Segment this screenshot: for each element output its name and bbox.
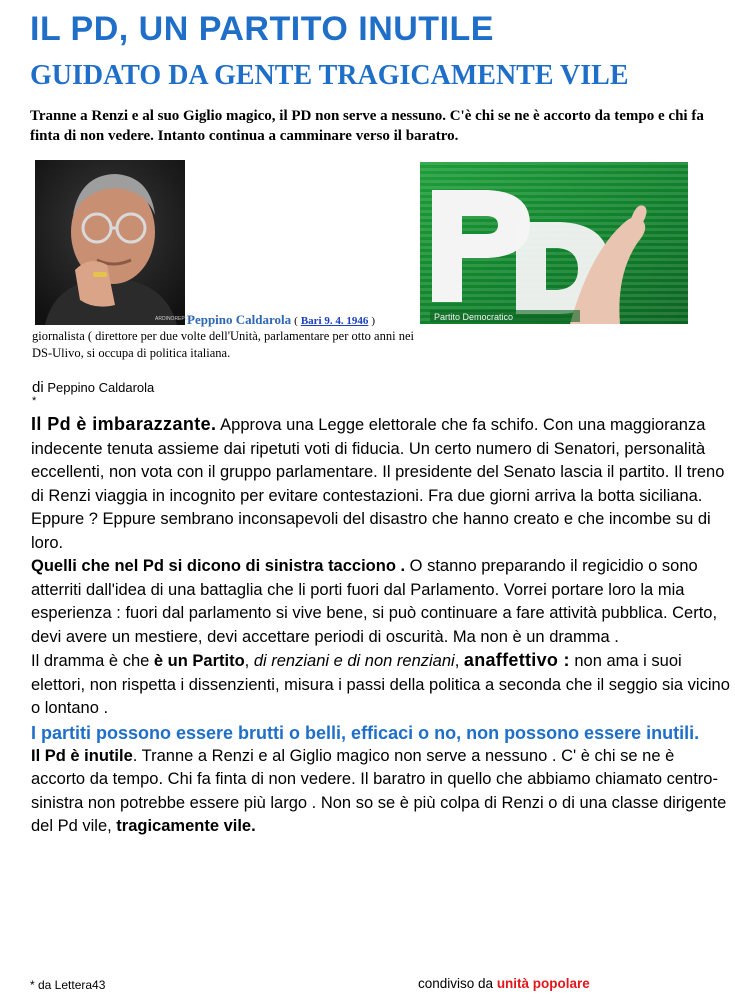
birth-link[interactable]: Bari 9. 4. 1946	[300, 315, 369, 327]
headline-title: IL PD, UN PARTITO INUTILE	[30, 10, 494, 48]
author-photo	[35, 160, 196, 325]
logo-caption: Partito Democratico	[434, 312, 514, 322]
photo-caption-line	[187, 312, 375, 328]
byline-author: Peppino Caldarola	[47, 380, 155, 395]
p5-text: . Tranne a Renzi e al Giglio magico non serve a nessuno . C' è chi se ne è accorto da tempo. Chi fa finta di non vedere. Il baratro in quello che abbiamo chiamato centro- sinistra non potrebbe essere più largo . Non so se è più colpa di Renzi o di una classe dirigente del Pd vile,	[31, 746, 727, 835]
p5-end-bold: tragicamente vile.	[116, 817, 256, 835]
footer-brand: unità popolare	[496, 976, 590, 991]
p2-text: O stanno preparando il regicidio o sono atterriti dall'idea di una battaglia che li porti fuori dal Parlamento. Vorrei portare loro la mia esperienza : fuori dal parlamento si vive bene, si può continuare a fare attività pubblica. Certo, devi avere un mestiere, devi accettare periodi di oscurità. Ma non è un dramma .	[31, 557, 718, 646]
photo-watermark: ARDINOREPORT	[155, 316, 196, 322]
author-name: Peppino Caldarola	[187, 312, 292, 327]
footer-shared	[418, 976, 590, 991]
paragraph-4-highlight: I partiti possono essere brutti o belli, efficaci o no, non possono essere inutili.	[31, 722, 700, 743]
byline-asterisk: *	[32, 395, 37, 407]
pd-logo-image	[420, 162, 688, 324]
p3-a: Il dramma è che	[31, 652, 154, 670]
p3-c: ,	[454, 652, 464, 670]
p1-text: Approva una Legge elettorale che fa schifo. Con una maggioranza indecente tenuta assieme dai ripetuti voti di fiducia. Un certo numero di Senatori, personalità eccellenti, non vota con il gruppo parlamentare. Il presidente del Senato lascia il partito. Il treno di Renzi viaggia in incognito per evitare contestazioni. Fra due giorni arriva la botta siciliana. Eppure ? Eppure sembrano inconsapevoli del disastro che hanno creato e che incombe su di loro.	[31, 416, 725, 552]
article-body	[31, 413, 731, 839]
headline-subtitle: GUIDATO DA GENTE TRAGICAMENTE VILE	[30, 60, 629, 91]
paragraph-3	[31, 649, 731, 721]
author-bio: giornalista ( direttore per due volte dell'Unità, parlamentare per otto anni nei DS-Ulivo, si occupa di politica italiana.	[32, 329, 414, 360]
paragraph-2	[31, 555, 731, 649]
byline-di: di	[32, 379, 44, 396]
paragraph-5	[31, 745, 731, 839]
p3-big: anaffettivo :	[463, 650, 570, 670]
paragraph-1	[31, 413, 731, 555]
p3-d: non ama i suoi elettori, non rispetta i dissenzienti, misura i passi della politica a seconda che il seggio sia vicino o lontano .	[31, 652, 730, 717]
p2-bold: Quelli che nel Pd si dicono di sinistra tacciono .	[31, 557, 406, 575]
footer-source: * da Lettera43	[30, 978, 106, 992]
p3-b: ,	[244, 652, 254, 670]
caption-paren-close: )	[371, 315, 376, 327]
byline	[32, 379, 154, 396]
footer-shared-label: condiviso da	[418, 976, 497, 991]
p1-kicker: Il Pd è imbarazzante.	[31, 414, 217, 434]
p3-bold: è un Partito	[153, 652, 245, 670]
lead-paragraph: Tranne a Renzi e al suo Giglio magico, il PD non serve a nessuno. C'è chi se ne è accorto da tempo e chi fa finta di non vedere. Intanto continua a camminare verso il baratro.	[30, 108, 704, 144]
p5-bold: Il Pd è inutile	[31, 746, 133, 765]
caption-paren-open: (	[294, 315, 298, 327]
p3-italic: di renziani e di non renziani	[253, 652, 455, 670]
